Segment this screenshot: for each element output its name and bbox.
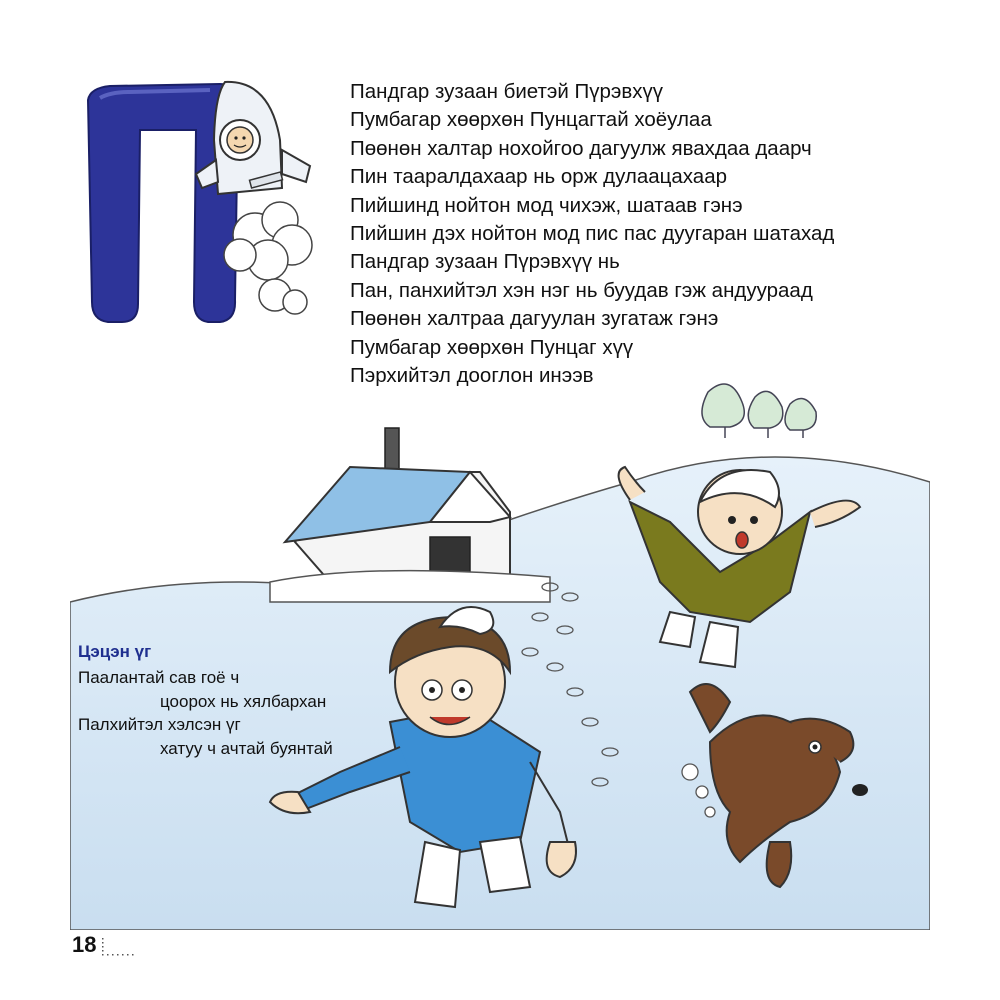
proverb-line: Палхийтэл хэлсэн үг [78, 715, 241, 734]
poem-line: Пэрхийтэл дооглон инээв [350, 364, 594, 388]
poem-line: Пин тааралдахаар нь орж дулаацахаар [350, 165, 728, 189]
page-number: 18 [72, 932, 97, 957]
snow-house-illustration [270, 428, 550, 602]
poem-line: Пөөнөн халтраа дагуулан зугатаж гэнэ [350, 307, 719, 331]
poem-line: Пандгар зузаан биетэй Пүрэвхүү [350, 80, 663, 103]
poem-line: Пандгар зузаан Пүрэвхүү нь [350, 250, 620, 274]
proverb-line: хатуу ч ачтай буянтай [160, 738, 333, 758]
poem-text [350, 78, 970, 390]
trees-illustration [702, 384, 816, 438]
page-number-dots [100, 936, 140, 958]
poem-line: Пумбагар хөөрхөн Пунцаг хүү [350, 335, 634, 359]
proverb-line: Паалантай сав гоё ч [78, 668, 240, 687]
poem-line: Пан, панхийтэл хэн нэг нь буудав гэж андуураад [350, 278, 813, 302]
poem-line: Пумбагар хөөрхөн Пунцагтай хоёулаа [350, 108, 712, 132]
poem-line: Пийшинд нойтон мод чихэж, шатаав гэнэ [350, 193, 743, 217]
proverb-line: цоорох нь хялбархан [160, 691, 327, 711]
poem-line: Пөөнөн халтар нохойгоо дагуулж явахдаа даарч [350, 136, 812, 160]
proverb-block [78, 642, 378, 760]
poem-line: Пийшин дэх нойтон мод пис пас дуугаран шатахад [350, 222, 835, 246]
proverb-title: Цэцэн үг [78, 642, 152, 661]
letter-illustration [70, 70, 340, 340]
big-letter-pe [70, 70, 340, 340]
